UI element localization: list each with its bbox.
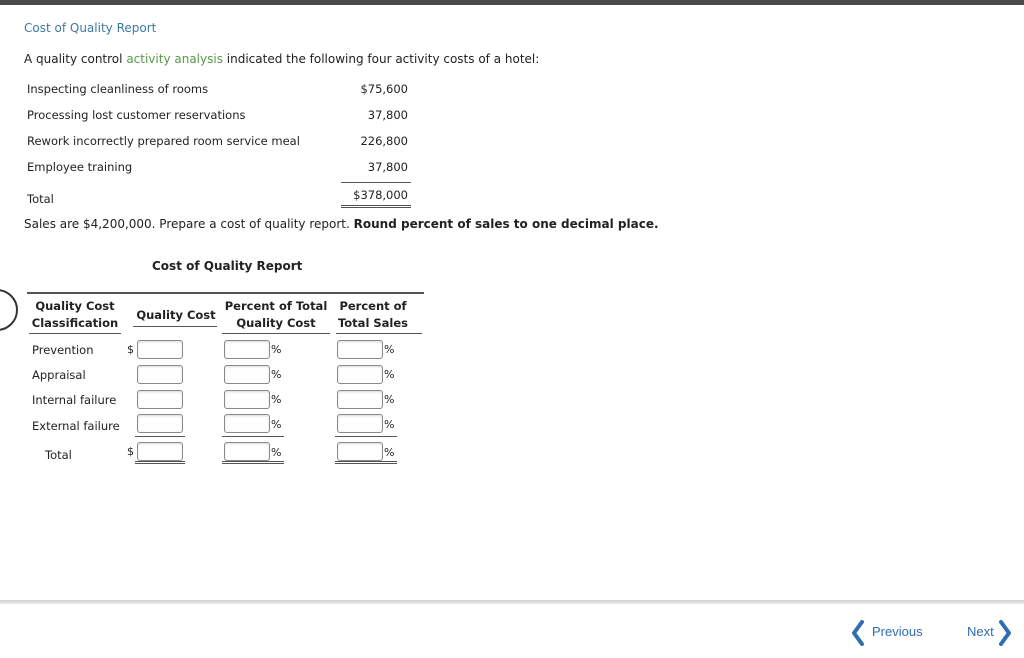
external-failure-pct-total-input[interactable] bbox=[224, 414, 270, 433]
total-double-rule bbox=[135, 461, 185, 464]
header-quality-cost: Quality Cost bbox=[136, 308, 216, 322]
cost-amount: $75,600 bbox=[360, 82, 408, 96]
cost-label: Processing lost customer reservations bbox=[27, 108, 246, 122]
cost-row bbox=[27, 104, 411, 130]
cost-amount: 37,800 bbox=[367, 160, 408, 174]
percent-sign: % bbox=[271, 343, 282, 356]
intro-text-pre: A quality control bbox=[24, 52, 127, 66]
instructions-text: Sales are $4,200,000. Prepare a cost of quality report. bbox=[24, 217, 354, 231]
cost-row bbox=[27, 78, 411, 104]
row-label-appraisal: Appraisal bbox=[32, 368, 86, 382]
cost-label: Inspecting cleanliness of rooms bbox=[27, 82, 209, 96]
header-classification-line1: Quality Cost bbox=[35, 299, 115, 313]
header-pct-total bbox=[220, 298, 332, 332]
problem-title: Cost of Quality Report bbox=[24, 21, 157, 35]
dollar-sign: $ bbox=[127, 343, 134, 356]
header-pct-total-line1: Percent of Total bbox=[224, 299, 328, 313]
header-pct-total-line2: Quality Cost bbox=[236, 316, 316, 330]
cost-total-label: Total bbox=[27, 192, 54, 206]
row-label-internal-failure: Internal failure bbox=[32, 393, 117, 407]
previous-label: Previous bbox=[872, 624, 923, 639]
subtotal-rule bbox=[222, 436, 284, 437]
report-title: Cost of Quality Report bbox=[152, 259, 303, 273]
percent-sign: % bbox=[384, 393, 395, 406]
percent-sign: % bbox=[271, 418, 282, 431]
cost-amount: 226,800 bbox=[360, 134, 408, 148]
internal-failure-pct-sales-input[interactable] bbox=[337, 390, 383, 409]
top-bar bbox=[0, 0, 1024, 5]
subtotal-rule bbox=[135, 436, 185, 437]
cost-label: Employee training bbox=[27, 160, 133, 174]
cost-total-amount: $378,000 bbox=[341, 182, 411, 208]
instructions-bold: Round percent of sales to one decimal place. bbox=[353, 217, 659, 231]
chevron-right-icon bbox=[998, 620, 1012, 646]
percent-sign: % bbox=[384, 368, 395, 381]
total-pct-sales-input[interactable] bbox=[337, 442, 383, 461]
header-classification bbox=[27, 298, 123, 332]
row-label-prevention: Prevention bbox=[32, 343, 94, 357]
percent-sign: % bbox=[271, 368, 282, 381]
activity-analysis-link[interactable]: activity analysis bbox=[126, 52, 223, 66]
total-double-rule bbox=[222, 461, 284, 464]
cost-row bbox=[27, 156, 411, 182]
instructions bbox=[24, 217, 659, 231]
prevention-pct-total-input[interactable] bbox=[224, 340, 270, 359]
step-indicator-circle bbox=[0, 289, 18, 331]
header-underline bbox=[222, 333, 330, 334]
cost-total-row bbox=[27, 182, 411, 208]
row-label-total: Total bbox=[45, 448, 72, 462]
cost-amount: 37,800 bbox=[367, 108, 408, 122]
header-pct-sales bbox=[334, 298, 412, 332]
appraisal-pct-sales-input[interactable] bbox=[337, 365, 383, 384]
activity-costs-list bbox=[27, 78, 411, 208]
appraisal-pct-total-input[interactable] bbox=[224, 365, 270, 384]
appraisal-quality-cost-input[interactable] bbox=[137, 365, 183, 384]
percent-sign: % bbox=[271, 446, 282, 459]
total-pct-total-input[interactable] bbox=[224, 442, 270, 461]
prevention-quality-cost-input[interactable] bbox=[137, 340, 183, 359]
header-pct-sales-line2: Total Sales bbox=[337, 316, 409, 330]
internal-failure-quality-cost-input[interactable] bbox=[137, 390, 183, 409]
header-underline bbox=[133, 326, 217, 327]
subtotal-rule bbox=[335, 436, 397, 437]
internal-failure-pct-total-input[interactable] bbox=[224, 390, 270, 409]
cost-label: Rework incorrectly prepared room service meal bbox=[27, 134, 300, 148]
dollar-sign: $ bbox=[127, 445, 134, 458]
percent-sign: % bbox=[271, 393, 282, 406]
table-top-rule bbox=[27, 292, 424, 294]
external-failure-quality-cost-input[interactable] bbox=[137, 414, 183, 433]
percent-sign: % bbox=[384, 418, 395, 431]
footer-separator bbox=[0, 600, 1024, 604]
intro-text-post: indicated the following four activity costs of a hotel: bbox=[222, 52, 540, 66]
header-underline bbox=[336, 333, 422, 334]
total-quality-cost-input[interactable] bbox=[137, 442, 183, 461]
percent-sign: % bbox=[384, 446, 395, 459]
percent-sign: % bbox=[384, 343, 395, 356]
chevron-left-icon bbox=[851, 620, 865, 646]
cost-row bbox=[27, 130, 411, 156]
prevention-pct-sales-input[interactable] bbox=[337, 340, 383, 359]
next-label: Next bbox=[967, 624, 994, 639]
problem-intro bbox=[24, 52, 539, 66]
external-failure-pct-sales-input[interactable] bbox=[337, 414, 383, 433]
header-underline bbox=[29, 333, 121, 334]
total-double-rule bbox=[335, 461, 397, 464]
header-pct-sales-line1: Percent of bbox=[339, 299, 407, 313]
row-label-external-failure: External failure bbox=[32, 419, 120, 433]
header-classification-line2: Classification bbox=[31, 316, 119, 330]
